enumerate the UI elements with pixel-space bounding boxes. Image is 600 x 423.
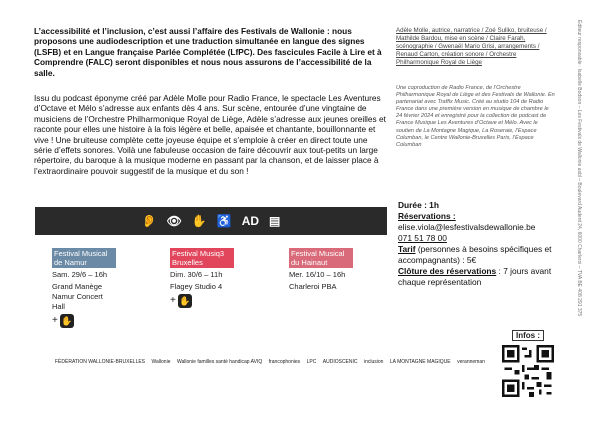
venue-place: Grand Manège Namur Concert Hall	[52, 282, 103, 311]
partner-logos	[55, 347, 485, 377]
sign-language-icon: ✋	[61, 316, 73, 326]
venue-date: Dim. 30/6 – 11h	[170, 270, 223, 279]
infos-block	[497, 325, 559, 402]
logo-inclusion: inclusion	[363, 359, 384, 365]
venue-namur	[52, 248, 116, 328]
publisher-text: Éditeur responsable : Isabelle Bodson – Les Festivals de Wallonie asbl – Boulevard Audent 24, 6000 Charleroi – TVA BE 408 291 375	[576, 20, 582, 317]
venue-place: Charleroi PBA	[289, 282, 337, 291]
reservation-email[interactable]: elise.viola@lesfestivalsdewallonie.be	[398, 222, 536, 232]
sign-language-icon: ✋	[179, 296, 191, 306]
logo-montagne-magique: LA MONTAGNE MAGIQUE	[389, 359, 451, 365]
logo-francophonies: francophonies	[268, 359, 301, 365]
reservation-phone[interactable]: 071 51 78 00	[398, 233, 447, 243]
plus-icon: +	[52, 314, 58, 326]
intro-accessibility-paragraph: L’accessibilité et l’inclusion, c’est aussi l’affaire des Festivals de Wallonie : nous proposons une audiodescription et une traduction simultanée en langue des signes (LSFB) et en Langue française Parlée Complétée (LfPC). Des fascicules Facile à Lire et à Comprendre (FALC) seront disponibles et nous nous assurons de l’accessibilité de la salle.	[34, 26, 382, 78]
logo-wallonie: Wallonie	[151, 359, 171, 365]
sign-language-icon: ✋	[191, 214, 207, 228]
venue-place: Flagey Studio 4	[170, 282, 223, 291]
easy-read-icon: ▤	[269, 214, 281, 228]
venue-hainaut	[289, 248, 353, 292]
wheelchair-icon: ♿	[216, 214, 232, 228]
logo-federation: FÉDÉRATION WALLONIE-BRUXELLES	[55, 359, 146, 365]
logo-aviq: Wallonie familles santé handicap AVIQ	[176, 359, 263, 365]
festival-label: Festival Musiq3 Bruxelles	[170, 248, 234, 268]
qr-code[interactable]	[502, 345, 554, 397]
show-description-paragraph: Issu du podcast éponyme créé par Adèle Molle pour Radio France, le spectacle Les Aventures d’Octave et Mélo s’adresse aux enfants dès 4 ans. Sur scène, entourée d’une vingtaine de musiciens de l’Orchestre Philharmonique Royal de Liège, Adèle s’adresse aux jeunes oreilles et raconte pour elles une histoire à la fois légère et belle, apaisée et chantante, bouillonnante et vive ! Une bruiteuse complète cette joyeuse équipe et s’emploie à créer en direct toute une série d’effets sonores. Voilà une fabuleuse occasion de faire découvrir aux tout-petits un large répertoire, du baroque à la musique moderne en passant par la chanson, et de laisser place à l’extraordinaire pouvoir suggestif de la musique et du son !	[34, 93, 386, 176]
accessibility-icon-bar	[35, 207, 387, 235]
duration-label: Durée : 1h	[398, 200, 439, 210]
closing-detail: : 7 jours avant chaque représentation	[398, 266, 552, 287]
reservations-label: Réservations :	[398, 211, 456, 221]
logo-veranneman: veranneman	[457, 359, 485, 365]
logo-lpc: LPC	[306, 359, 317, 365]
practical-info	[398, 200, 573, 288]
closing-label: Clôture des réservations	[398, 266, 497, 276]
coproduction-note: Une coproduction de Radio France, de l’Orchestre Philharmonique Royal de Liège et des Festivals de Wallonie. En partenariat avec Traffix Music. Créé au studio 104 de Radio France dans une première version en musique de chambre le 24 février 2024 et enregistré pour la collection de podcast de France Musique Les Aventures d’Octave et Mélo. Avec le soutien de La Montagne Magique, La Roseraie, l’Espace Columban, le Centre Wallonie-Bruxelles Paris, l’Espace Columban	[396, 85, 555, 148]
venue-bruxelles	[170, 248, 234, 308]
festival-label: Festival Musical du Hainaut	[289, 248, 353, 268]
audio-description-icon: AD	[241, 214, 260, 228]
tarif-label: Tarif	[398, 244, 416, 254]
tarif-detail: (personnes à besoins spécifiques et accompagnants) : 5€	[398, 244, 552, 265]
festival-label: Festival Musical de Namur	[52, 248, 116, 268]
credits-line[interactable]: Adèle Molle, autrice, narratrice / Zoé Suliko, bruiteuse / Mathilde Bardou, mise en scène / Claire Farah, scénographie / Gwenaël Mario Grisi, arrangements / Renaud Carton, création sonore / Orchestre Philharmonique Royal de Liège	[396, 27, 547, 66]
infos-label: Infos :	[512, 330, 544, 341]
venue-date: Mer. 16/10 – 16h	[289, 270, 346, 279]
venue-date: Sam. 29/6 – 16h	[52, 270, 108, 279]
ear-icon: 👂	[141, 214, 157, 228]
eye-icon: 👁	[166, 214, 182, 228]
logo-audioscenic: AUDIOSCENIC	[322, 359, 358, 365]
plus-icon: +	[170, 294, 176, 306]
credits	[396, 27, 554, 67]
publisher-vertical-note	[572, 20, 584, 317]
